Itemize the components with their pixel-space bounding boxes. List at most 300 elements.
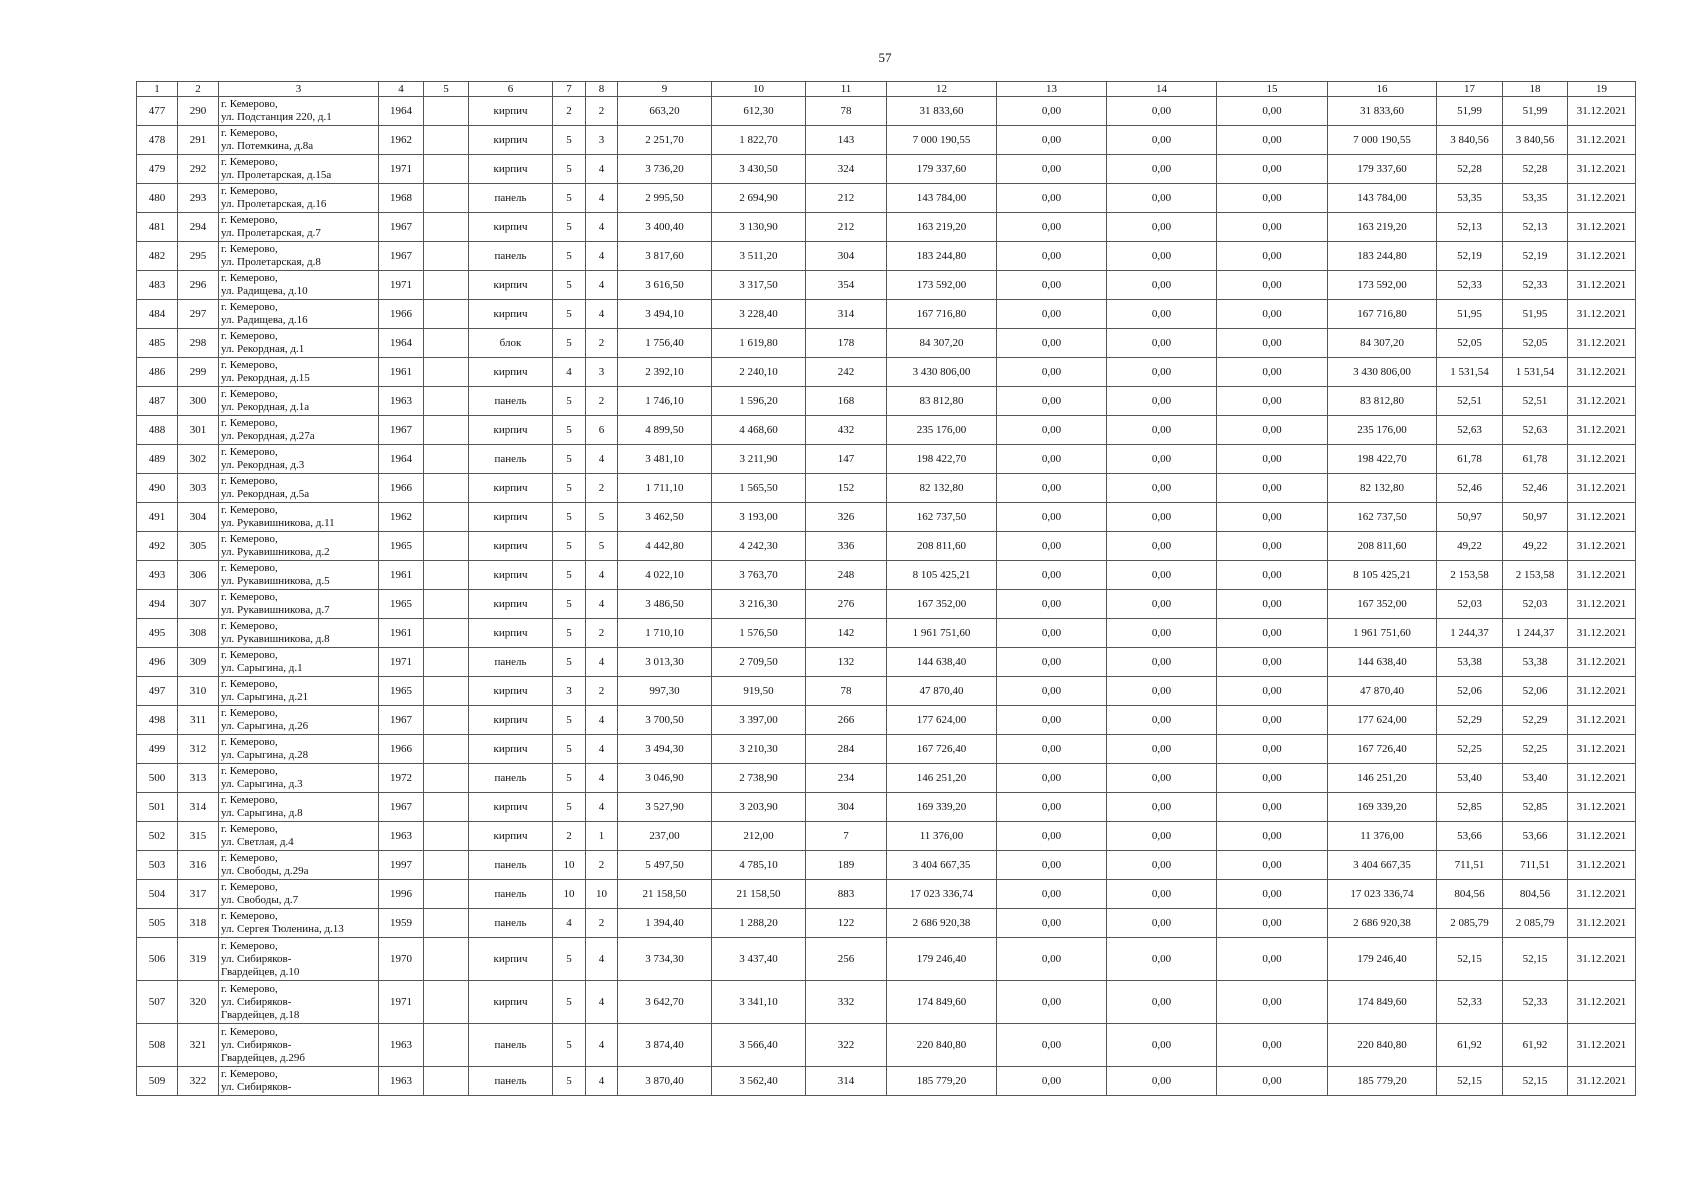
cell-col-9: 1 710,10: [618, 619, 712, 648]
address-line: г. Кемерово,: [221, 214, 278, 226]
cell-col-2: 317: [178, 880, 219, 909]
cell-col-7: 5: [553, 474, 586, 503]
cell-col-8: 4: [586, 561, 618, 590]
address-line: г. Кемерово,: [221, 272, 278, 284]
cell-col-17: 52,46: [1437, 474, 1503, 503]
cell-col-1: 478: [137, 126, 178, 155]
cell-col-15: 0,00: [1217, 358, 1328, 387]
cell-col-10: 3 216,30: [712, 590, 806, 619]
cell-col-15: 0,00: [1217, 1024, 1328, 1067]
cell-col-5: [424, 474, 469, 503]
cell-col-6: кирпич: [469, 793, 553, 822]
cell-col-6: кирпич: [469, 503, 553, 532]
cell-col-4: 1996: [379, 880, 424, 909]
address-line: ул. Сибиряков-: [221, 1081, 292, 1093]
cell-col-9: 2 392,10: [618, 358, 712, 387]
cell-col-19: 31.12.2021: [1568, 981, 1636, 1024]
table-row: [137, 416, 1636, 445]
table-row: [137, 532, 1636, 561]
cell-col-19: 31.12.2021: [1568, 532, 1636, 561]
cell-col-15: 0,00: [1217, 706, 1328, 735]
cell-col-5: [424, 97, 469, 126]
cell-col-1: 492: [137, 532, 178, 561]
cell-col-13: 0,00: [997, 532, 1107, 561]
cell-col-15: 0,00: [1217, 561, 1328, 590]
cell-col-14: 0,00: [1107, 880, 1217, 909]
cell-col-14: 0,00: [1107, 648, 1217, 677]
cell-col-5: [424, 909, 469, 938]
address-cell: [219, 880, 379, 909]
cell-col-10: 2 694,90: [712, 184, 806, 213]
address-line: ул. Рукавишникова, д.2: [221, 546, 330, 558]
table-body: [137, 97, 1636, 1096]
cell-col-10: 3 397,00: [712, 706, 806, 735]
cell-col-9: 4 442,80: [618, 532, 712, 561]
cell-col-1: 483: [137, 271, 178, 300]
cell-col-17: 2 153,58: [1437, 561, 1503, 590]
cell-col-7: 4: [553, 909, 586, 938]
address-line: ул. Свободы, д.29а: [221, 865, 309, 877]
address-cell: [219, 561, 379, 590]
cell-col-8: 5: [586, 503, 618, 532]
address-cell: [219, 677, 379, 706]
cell-col-17: 1 244,37: [1437, 619, 1503, 648]
cell-col-7: 2: [553, 97, 586, 126]
cell-col-10: 919,50: [712, 677, 806, 706]
cell-col-15: 0,00: [1217, 793, 1328, 822]
address-cell: [219, 706, 379, 735]
cell-col-13: 0,00: [997, 764, 1107, 793]
address-cell: [219, 184, 379, 213]
cell-col-7: 5: [553, 503, 586, 532]
cell-col-6: блок: [469, 329, 553, 358]
cell-col-13: 0,00: [997, 387, 1107, 416]
cell-col-18: 52,29: [1503, 706, 1568, 735]
cell-col-1: 506: [137, 938, 178, 981]
address-cell: [219, 329, 379, 358]
address-line: г. Кемерово,: [221, 881, 278, 893]
cell-col-13: 0,00: [997, 561, 1107, 590]
address-line: г. Кемерово,: [221, 707, 278, 719]
cell-col-10: 3 130,90: [712, 213, 806, 242]
address-cell: [219, 619, 379, 648]
cell-col-17: 52,33: [1437, 981, 1503, 1024]
address-line: г. Кемерово,: [221, 359, 278, 371]
cell-col-7: 5: [553, 445, 586, 474]
column-header-7: 7: [553, 82, 586, 97]
cell-col-19: 31.12.2021: [1568, 97, 1636, 126]
cell-col-9: 5 497,50: [618, 851, 712, 880]
cell-col-13: 0,00: [997, 677, 1107, 706]
column-header-9: 9: [618, 82, 712, 97]
address-line: г. Кемерово,: [221, 794, 278, 806]
cell-col-15: 0,00: [1217, 329, 1328, 358]
cell-col-17: 711,51: [1437, 851, 1503, 880]
cell-col-5: [424, 851, 469, 880]
cell-col-17: 52,06: [1437, 677, 1503, 706]
cell-col-6: кирпич: [469, 735, 553, 764]
cell-col-10: 4 785,10: [712, 851, 806, 880]
cell-col-14: 0,00: [1107, 706, 1217, 735]
cell-col-17: 53,66: [1437, 822, 1503, 851]
cell-col-11: 304: [806, 242, 887, 271]
table-row: [137, 184, 1636, 213]
cell-col-5: [424, 1024, 469, 1067]
cell-col-19: 31.12.2021: [1568, 184, 1636, 213]
cell-col-17: 53,40: [1437, 764, 1503, 793]
cell-col-6: кирпич: [469, 532, 553, 561]
cell-col-19: 31.12.2021: [1568, 938, 1636, 981]
cell-col-17: 2 085,79: [1437, 909, 1503, 938]
cell-col-19: 31.12.2021: [1568, 880, 1636, 909]
cell-col-12: 174 849,60: [887, 981, 997, 1024]
cell-col-16: 162 737,50: [1328, 503, 1437, 532]
cell-col-6: панель: [469, 1024, 553, 1067]
cell-col-10: 2 240,10: [712, 358, 806, 387]
cell-col-6: панель: [469, 445, 553, 474]
cell-col-15: 0,00: [1217, 213, 1328, 242]
cell-col-10: 3 763,70: [712, 561, 806, 590]
cell-col-9: 3 494,10: [618, 300, 712, 329]
cell-col-5: [424, 648, 469, 677]
cell-col-10: 1 822,70: [712, 126, 806, 155]
cell-col-13: 0,00: [997, 126, 1107, 155]
cell-col-16: 11 376,00: [1328, 822, 1437, 851]
cell-col-16: 146 251,20: [1328, 764, 1437, 793]
cell-col-5: [424, 445, 469, 474]
cell-col-7: 5: [553, 155, 586, 184]
address-cell: [219, 909, 379, 938]
cell-col-19: 31.12.2021: [1568, 851, 1636, 880]
address-line: ул. Сибиряков-: [221, 995, 292, 1008]
cell-col-4: 1964: [379, 329, 424, 358]
cell-col-13: 0,00: [997, 822, 1107, 851]
cell-col-9: 3 481,10: [618, 445, 712, 474]
cell-col-16: 17 023 336,74: [1328, 880, 1437, 909]
cell-col-11: 234: [806, 764, 887, 793]
cell-col-11: 212: [806, 184, 887, 213]
address-cell: [219, 735, 379, 764]
cell-col-5: [424, 764, 469, 793]
cell-col-8: 3: [586, 358, 618, 387]
cell-col-2: 306: [178, 561, 219, 590]
address-cell: [219, 532, 379, 561]
cell-col-11: 354: [806, 271, 887, 300]
table-row: [137, 474, 1636, 503]
cell-col-19: 31.12.2021: [1568, 793, 1636, 822]
cell-col-7: 5: [553, 271, 586, 300]
cell-col-9: 2 251,70: [618, 126, 712, 155]
cell-col-4: 1967: [379, 242, 424, 271]
cell-col-1: 486: [137, 358, 178, 387]
cell-col-8: 1: [586, 822, 618, 851]
cell-col-8: 4: [586, 184, 618, 213]
cell-col-17: 51,99: [1437, 97, 1503, 126]
cell-col-5: [424, 735, 469, 764]
cell-col-1: 498: [137, 706, 178, 735]
cell-col-1: 491: [137, 503, 178, 532]
cell-col-2: 318: [178, 909, 219, 938]
cell-col-13: 0,00: [997, 300, 1107, 329]
cell-col-2: 314: [178, 793, 219, 822]
address-cell: [219, 822, 379, 851]
cell-col-14: 0,00: [1107, 851, 1217, 880]
cell-col-4: 1959: [379, 909, 424, 938]
column-header-5: 5: [424, 82, 469, 97]
cell-col-16: 167 726,40: [1328, 735, 1437, 764]
table-row: [137, 1024, 1636, 1067]
cell-col-6: панель: [469, 387, 553, 416]
cell-col-10: 1 596,20: [712, 387, 806, 416]
cell-col-15: 0,00: [1217, 677, 1328, 706]
cell-col-16: 163 219,20: [1328, 213, 1437, 242]
address-line: ул. Пролетарская, д.15а: [221, 169, 332, 181]
cell-col-13: 0,00: [997, 619, 1107, 648]
cell-col-10: 1 576,50: [712, 619, 806, 648]
address-cell: [219, 764, 379, 793]
address-line: г. Кемерово,: [221, 127, 278, 139]
address-line: г. Кемерово,: [221, 243, 278, 255]
cell-col-14: 0,00: [1107, 126, 1217, 155]
cell-col-12: 3 404 667,35: [887, 851, 997, 880]
cell-col-15: 0,00: [1217, 764, 1328, 793]
cell-col-14: 0,00: [1107, 764, 1217, 793]
cell-col-10: 3 437,40: [712, 938, 806, 981]
cell-col-12: 173 592,00: [887, 271, 997, 300]
cell-col-17: 52,28: [1437, 155, 1503, 184]
page-number: 57: [878, 50, 892, 65]
cell-col-19: 31.12.2021: [1568, 503, 1636, 532]
address-line: г. Кемерово,: [221, 504, 278, 516]
cell-col-13: 0,00: [997, 445, 1107, 474]
cell-col-14: 0,00: [1107, 561, 1217, 590]
cell-col-17: 52,03: [1437, 590, 1503, 619]
cell-col-5: [424, 271, 469, 300]
cell-col-9: 3 734,30: [618, 938, 712, 981]
cell-col-2: 304: [178, 503, 219, 532]
table-row: [137, 300, 1636, 329]
address-line: ул. Пролетарская, д.8: [221, 256, 321, 268]
cell-col-19: 31.12.2021: [1568, 155, 1636, 184]
cell-col-13: 0,00: [997, 590, 1107, 619]
cell-col-4: 1961: [379, 561, 424, 590]
table-row: [137, 329, 1636, 358]
cell-col-17: 52,33: [1437, 271, 1503, 300]
cell-col-12: 179 337,60: [887, 155, 997, 184]
cell-col-1: 496: [137, 648, 178, 677]
cell-col-4: 1964: [379, 97, 424, 126]
cell-col-15: 0,00: [1217, 648, 1328, 677]
column-header-16: 16: [1328, 82, 1437, 97]
cell-col-19: 31.12.2021: [1568, 271, 1636, 300]
address-line: ул. Сарыгина, д.3: [221, 778, 303, 790]
cell-col-19: 31.12.2021: [1568, 561, 1636, 590]
table-row: [137, 648, 1636, 677]
cell-col-18: 52,25: [1503, 735, 1568, 764]
cell-col-14: 0,00: [1107, 503, 1217, 532]
cell-col-10: 3 211,90: [712, 445, 806, 474]
cell-col-11: 322: [806, 1024, 887, 1067]
cell-col-14: 0,00: [1107, 242, 1217, 271]
table-row: [137, 851, 1636, 880]
cell-col-7: 5: [553, 981, 586, 1024]
cell-col-19: 31.12.2021: [1568, 822, 1636, 851]
cell-col-5: [424, 242, 469, 271]
cell-col-15: 0,00: [1217, 909, 1328, 938]
cell-col-16: 183 244,80: [1328, 242, 1437, 271]
cell-col-5: [424, 213, 469, 242]
cell-col-2: 297: [178, 300, 219, 329]
address-line: ул. Светлая, д.4: [221, 836, 294, 848]
cell-col-11: 336: [806, 532, 887, 561]
column-header-14: 14: [1107, 82, 1217, 97]
cell-col-4: 1970: [379, 938, 424, 981]
address-cell: [219, 648, 379, 677]
cell-col-4: 1972: [379, 764, 424, 793]
table-row: [137, 271, 1636, 300]
table-row: [137, 155, 1636, 184]
cell-col-2: 312: [178, 735, 219, 764]
address-line: г. Кемерово,: [221, 736, 278, 748]
table-row: [137, 880, 1636, 909]
cell-col-2: 308: [178, 619, 219, 648]
address-line: ул. Сарыгина, д.21: [221, 691, 309, 703]
table-row: [137, 213, 1636, 242]
table-row: [137, 822, 1636, 851]
cell-col-14: 0,00: [1107, 619, 1217, 648]
column-header-12: 12: [887, 82, 997, 97]
table-row: [137, 242, 1636, 271]
address-line: ул. Сарыгина, д.8: [221, 807, 303, 819]
cell-col-7: 5: [553, 416, 586, 445]
cell-col-8: 2: [586, 474, 618, 503]
cell-col-1: 477: [137, 97, 178, 126]
address-line: г. Кемерово,: [221, 765, 278, 777]
cell-col-4: 1968: [379, 184, 424, 213]
cell-col-6: панель: [469, 880, 553, 909]
table-row: [137, 503, 1636, 532]
address-cell: [219, 271, 379, 300]
cell-col-8: 6: [586, 416, 618, 445]
cell-col-4: 1962: [379, 503, 424, 532]
cell-col-5: [424, 416, 469, 445]
cell-col-4: 1971: [379, 648, 424, 677]
cell-col-5: [424, 793, 469, 822]
cell-col-16: 7 000 190,55: [1328, 126, 1437, 155]
cell-col-6: кирпич: [469, 300, 553, 329]
cell-col-4: 1971: [379, 155, 424, 184]
cell-col-10: 1 619,80: [712, 329, 806, 358]
cell-col-8: 4: [586, 706, 618, 735]
cell-col-19: 31.12.2021: [1568, 677, 1636, 706]
cell-col-4: 1965: [379, 532, 424, 561]
address-cell: [219, 213, 379, 242]
cell-col-18: 2 153,58: [1503, 561, 1568, 590]
cell-col-14: 0,00: [1107, 909, 1217, 938]
cell-col-4: 1967: [379, 416, 424, 445]
address-line: Гвардейцев, д.29б: [221, 1051, 305, 1064]
address-line: ул. Рукавишникова, д.8: [221, 633, 330, 645]
address-line: Гвардейцев, д.10: [221, 965, 300, 978]
cell-col-18: 1 531,54: [1503, 358, 1568, 387]
cell-col-9: 3 874,40: [618, 1024, 712, 1067]
address-cell: [219, 97, 379, 126]
cell-col-11: 314: [806, 300, 887, 329]
column-header-8: 8: [586, 82, 618, 97]
register-table: [136, 81, 1636, 1096]
cell-col-12: 1 961 751,60: [887, 619, 997, 648]
column-header-2: 2: [178, 82, 219, 97]
cell-col-15: 0,00: [1217, 97, 1328, 126]
cell-col-9: 3 642,70: [618, 981, 712, 1024]
cell-col-7: 5: [553, 387, 586, 416]
cell-col-13: 0,00: [997, 242, 1107, 271]
cell-col-13: 0,00: [997, 97, 1107, 126]
cell-col-12: 2 686 920,38: [887, 909, 997, 938]
cell-col-17: 52,29: [1437, 706, 1503, 735]
cell-col-15: 0,00: [1217, 1067, 1328, 1096]
cell-col-10: 4 468,60: [712, 416, 806, 445]
cell-col-13: 0,00: [997, 981, 1107, 1024]
cell-col-16: 167 716,80: [1328, 300, 1437, 329]
cell-col-4: 1967: [379, 706, 424, 735]
address-line: г. Кемерово,: [221, 156, 278, 168]
cell-col-11: 284: [806, 735, 887, 764]
cell-col-13: 0,00: [997, 155, 1107, 184]
cell-col-14: 0,00: [1107, 981, 1217, 1024]
cell-col-9: 4 022,10: [618, 561, 712, 590]
cell-col-8: 3: [586, 126, 618, 155]
cell-col-4: 1966: [379, 735, 424, 764]
cell-col-5: [424, 532, 469, 561]
cell-col-18: 52,15: [1503, 1067, 1568, 1096]
cell-col-17: 53,35: [1437, 184, 1503, 213]
cell-col-18: 52,63: [1503, 416, 1568, 445]
cell-col-19: 31.12.2021: [1568, 474, 1636, 503]
cell-col-17: 52,15: [1437, 938, 1503, 981]
table-row: [137, 764, 1636, 793]
address-line: ул. Свободы, д.7: [221, 894, 299, 906]
cell-col-10: 212,00: [712, 822, 806, 851]
cell-col-19: 31.12.2021: [1568, 126, 1636, 155]
cell-col-18: 52,33: [1503, 271, 1568, 300]
cell-col-11: 248: [806, 561, 887, 590]
cell-col-11: 276: [806, 590, 887, 619]
cell-col-15: 0,00: [1217, 981, 1328, 1024]
address-line: г. Кемерово,: [221, 591, 278, 603]
cell-col-9: 1 756,40: [618, 329, 712, 358]
cell-col-18: 52,06: [1503, 677, 1568, 706]
cell-col-15: 0,00: [1217, 155, 1328, 184]
cell-col-15: 0,00: [1217, 822, 1328, 851]
cell-col-8: 2: [586, 329, 618, 358]
table-row: [137, 358, 1636, 387]
cell-col-17: 3 840,56: [1437, 126, 1503, 155]
cell-col-6: кирпич: [469, 590, 553, 619]
cell-col-14: 0,00: [1107, 1024, 1217, 1067]
cell-col-12: 8 105 425,21: [887, 561, 997, 590]
cell-col-2: 295: [178, 242, 219, 271]
cell-col-12: 167 726,40: [887, 735, 997, 764]
cell-col-7: 5: [553, 532, 586, 561]
cell-col-18: 49,22: [1503, 532, 1568, 561]
cell-col-10: 3 566,40: [712, 1024, 806, 1067]
cell-col-9: 997,30: [618, 677, 712, 706]
table-row: [137, 938, 1636, 981]
cell-col-1: 504: [137, 880, 178, 909]
cell-col-12: 208 811,60: [887, 532, 997, 561]
address-line: ул. Пролетарская, д.16: [221, 198, 327, 210]
